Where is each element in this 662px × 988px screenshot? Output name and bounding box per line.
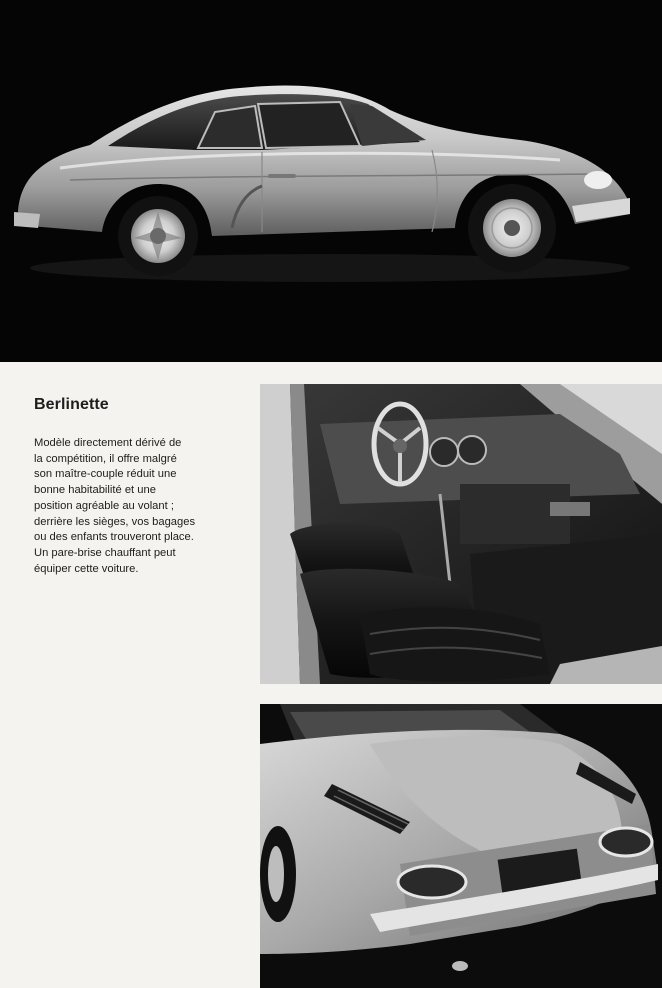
car-rear-photo: [260, 704, 662, 988]
description-line: son maître-couple réduit une: [34, 468, 177, 481]
front-wheel: [468, 184, 556, 272]
description-line: position agréable au volant ;: [34, 499, 174, 512]
text-block: [34, 396, 246, 577]
description-line: bonne habitabilité et une: [34, 484, 156, 497]
car-rear-illustration: [260, 704, 662, 988]
car-side-illustration: [0, 0, 662, 362]
description-line: derrière les sièges, vos bagages: [34, 515, 196, 528]
interior-photo: [260, 384, 662, 684]
description-line: ou des enfants trouveront place.: [34, 531, 194, 544]
description-line: Modèle directement dérivé de: [34, 437, 182, 449]
page-title: Berlinette: [34, 396, 109, 413]
interior-illustration: [260, 384, 662, 684]
rear-view-wheel: [260, 826, 296, 922]
car-side-photo: [0, 0, 662, 362]
description: [34, 436, 246, 577]
description-line: la compétition, il offre malgré: [34, 452, 177, 465]
description-line: équiper cette voiture.: [34, 562, 139, 575]
rear-wheel: [118, 196, 198, 276]
description-line: Un pare-brise chauffant peut: [34, 546, 176, 559]
